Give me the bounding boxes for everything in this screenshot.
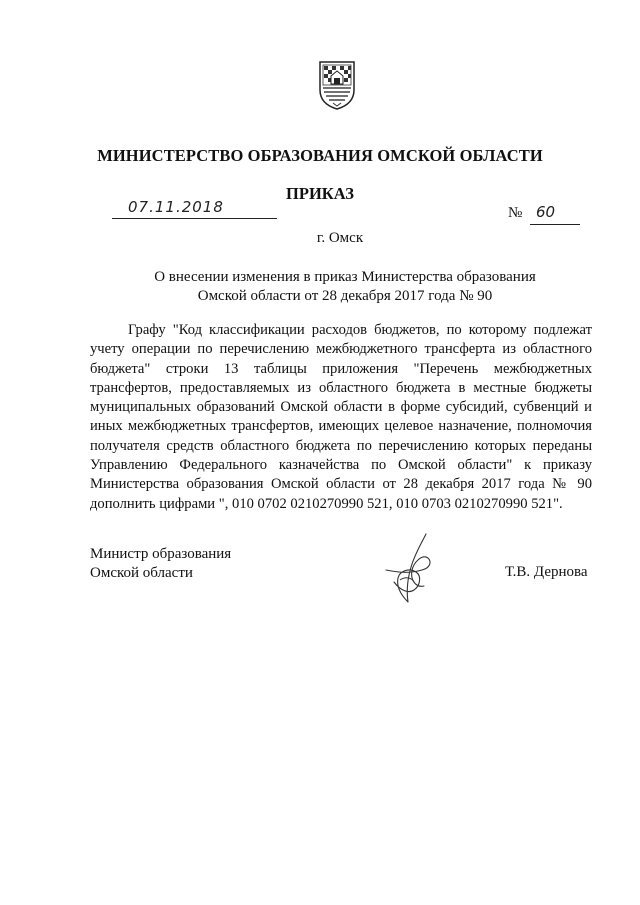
signer-name: Т.В. Дернова [505, 564, 588, 580]
city-line: г. Омск [316, 230, 364, 246]
number-underline [530, 224, 580, 225]
ministry-title: МИНИСТЕРСТВО ОБРАЗОВАНИЯ ОМСКОЙ ОБЛАСТИ [97, 146, 543, 165]
subject-line-1: О внесении изменения в приказ Министерства образования [154, 269, 536, 285]
order-subject [130, 268, 560, 306]
order-number: 60 [536, 203, 556, 221]
document-type-title: ПРИКАЗ [286, 184, 354, 203]
subject-line-2: Омской области от 28 декабря 2017 года № 90 [197, 288, 493, 304]
signer-position [90, 545, 231, 583]
number-label: № [508, 205, 523, 221]
signer-position-line-1: Министр образования [90, 546, 232, 562]
order-body [90, 321, 592, 514]
order-date: 07.11.2018 [128, 198, 224, 216]
body-paragraph: Графу "Код классификации расходов бюджетов, по которому подлежат учету операции по перечислению межбюджетного трансферта из областного бюджета" строки 13 таблицы приложения "Перечень межбюджетных трансфертов, предоставляемых из областного бюджета в местные бюджеты муниципальных образований Омской области в форме субсидий, субвенций и иных межбюджетных трансфертов, имеющих целевое назначение, полномочия получателя средств областного бюджета по перечислению которых переданы Управлению Федерального казначейства по Омской области" к приказу Министерства образования Омской области от 28 декабря 2017 года № 90 дополнить цифрами ", 010 0702 0210270990 521, 010 0703 0210270990 521". [90, 322, 592, 512]
coat-of-arms-icon [318, 60, 356, 110]
handwritten-signature-icon [378, 530, 440, 610]
signer-position-line-2: Омской области [90, 565, 193, 581]
date-underline [112, 218, 277, 219]
